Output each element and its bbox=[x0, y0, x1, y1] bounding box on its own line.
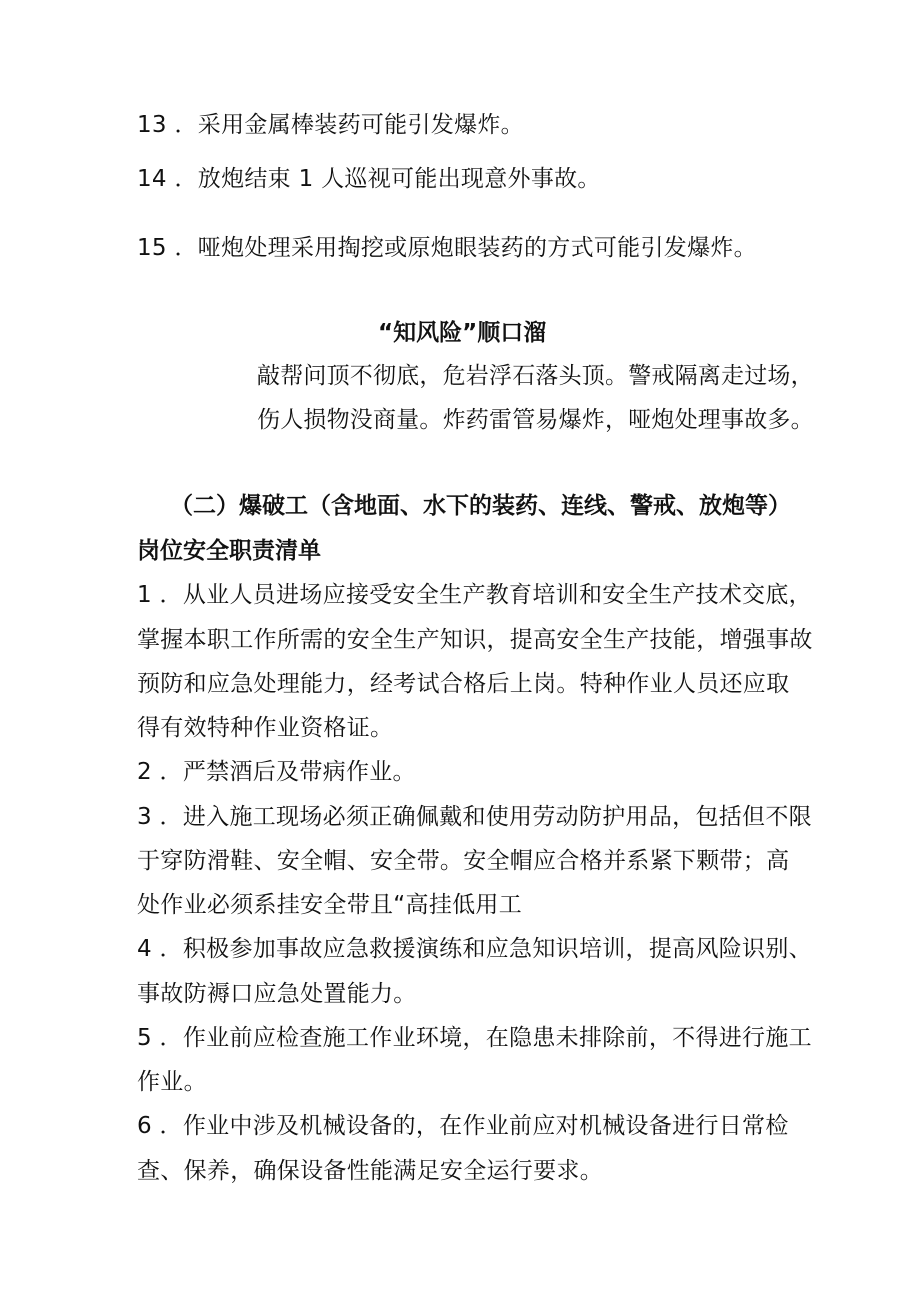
duty-line: 掌握本职工作所需的安全生产知识，提高安全生产技能，增强事故 bbox=[137, 627, 813, 653]
risk-item-15: 15 ．哑炮处理采用掏挖或原炮眼装药的方式可能引发爆炸。 bbox=[137, 235, 757, 261]
risk-item-13: 13 ．采用金属棒装药可能引发爆炸。 bbox=[137, 112, 524, 138]
duty-line: 预防和应急处理能力，经考试合格后上岗。特种作业人员还应取 bbox=[137, 671, 790, 697]
risk-item-14: 14 ．放炮结束 1 人巡视可能出现意外事故。 bbox=[137, 166, 601, 192]
duty-line: 5 ．作业前应检查施工作业环境，在隐患未排除前，不得进行施工 bbox=[137, 1025, 812, 1051]
duty-line: 得有效特种作业资格证。 bbox=[137, 715, 394, 741]
jingle-title: “知风险”顺口溜 bbox=[378, 320, 547, 346]
duty-line: 处作业必须系挂安全带且“高挂低用工 bbox=[137, 892, 523, 918]
duty-line: 于穿防滑鞋、安全帽、安全带。安全帽应合格并系紧下颗带；高 bbox=[137, 848, 790, 874]
jingle-line: 敲帮问顶不彻底，危岩浮石落头顶。警戒隔离走过场， bbox=[257, 363, 814, 389]
duty-line: 6 ．作业中涉及机械设备的，在作业前应对机械设备进行日常检 bbox=[137, 1113, 789, 1139]
duty-line: 3 ．进入施工现场必须正确佩戴和使用劳动防护用品，包括但不限 bbox=[137, 804, 812, 830]
duty-line: 4 ．积极参加事故应急救援演练和应急知识培训，提高风险识别、 bbox=[137, 936, 812, 962]
jingle-line: 伤人损物没商量。炸药雷管易爆炸，哑炮处理事故多。 bbox=[257, 407, 814, 433]
duty-line: 查、保养，确保设备性能满足安全运行要求。 bbox=[137, 1158, 603, 1184]
duty-line: 1 ．从业人员进场应接受安全生产教育培训和安全生产技术交底， bbox=[137, 582, 812, 608]
section-title-continued: 岗位安全职责清单 bbox=[137, 538, 321, 564]
duty-line: 2 ．严禁酒后及带病作业。 bbox=[137, 759, 416, 785]
section-title: （二）爆破工（含地面、水下的装药、连线、警戒、放炮等） bbox=[170, 493, 791, 519]
duty-line: 作业。 bbox=[137, 1069, 207, 1095]
duty-line: 事故防褥口应急处置能力。 bbox=[137, 981, 417, 1007]
